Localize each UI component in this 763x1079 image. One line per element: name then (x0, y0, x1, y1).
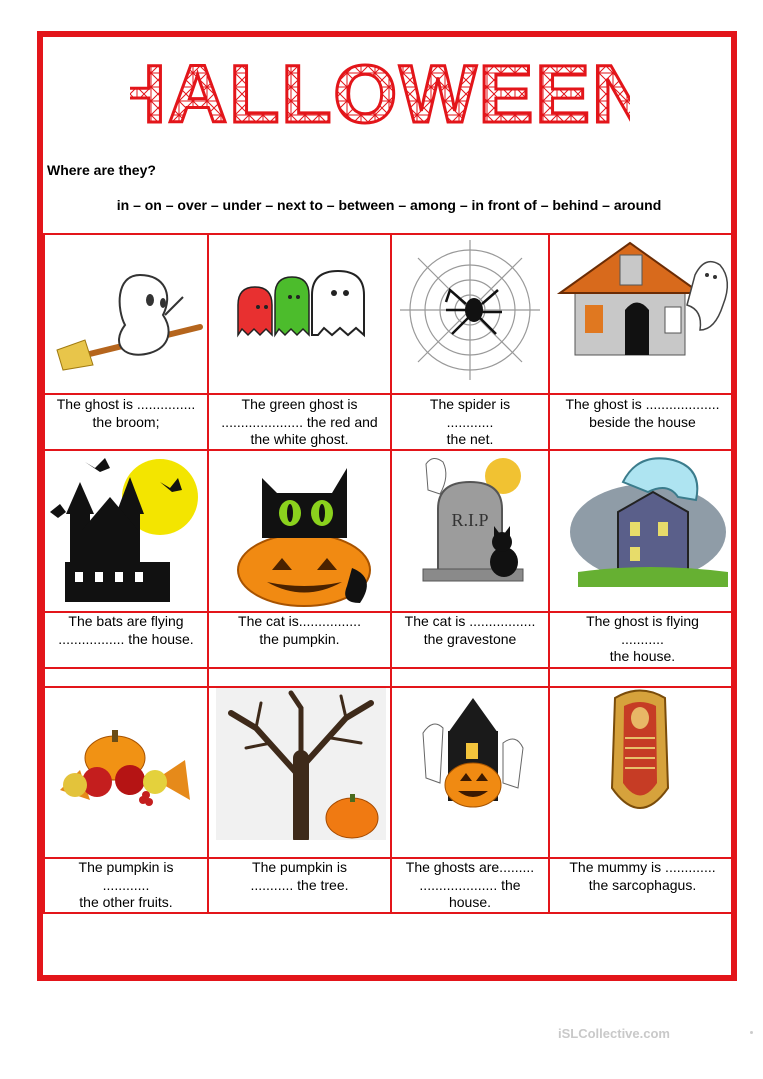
pumpkin-fruits-icon (55, 720, 195, 815)
caption-cell: The ghost is ................... beside the house (565, 396, 720, 430)
watermark-text: iSLCollective.com (558, 1026, 670, 1041)
mummy-sarcophagus-icon (600, 688, 680, 828)
cat-on-pumpkin-icon (232, 458, 382, 608)
caption-cell: The ghost is ............... the broom; (56, 396, 196, 430)
title-text: HALLOWEEN (130, 52, 630, 132)
castle-bats-icon (50, 452, 200, 604)
caption-cell: The ghosts are......... .................... the house. (405, 859, 535, 910)
three-ghosts-icon (230, 265, 380, 345)
ghost-over-house-icon (568, 452, 733, 592)
spider-web-icon (398, 238, 543, 383)
grid-line (43, 233, 45, 913)
caption-cell: The pumpkin is ........... the tree. (250, 859, 349, 893)
word-bank: in – on – over – under – next to – between – among – in front of – behind – around (116, 197, 662, 213)
grid-line (207, 233, 209, 913)
tree-pumpkin-icon (216, 688, 386, 840)
gravestone-cat-icon (418, 454, 528, 584)
ghost-on-broom-icon (55, 255, 205, 375)
grid-line (735, 233, 737, 913)
question-text: Where are they? (47, 162, 156, 178)
haunted-house-ghost-icon (555, 235, 735, 360)
gravestone-engraving: R.I.P (451, 510, 489, 530)
caption-cell: The green ghost is ..................... the red and the white ghost. (221, 396, 378, 447)
worksheet-title (130, 52, 630, 132)
grid-line (390, 233, 392, 913)
grid-line (548, 233, 550, 913)
caption-cell: The ghost is flying ........... the house. (586, 613, 699, 664)
caption-cell: The pumpkin is ............ the other fruits. (78, 859, 174, 910)
caption-cell: The cat is................ the pumpkin. (238, 613, 361, 647)
caption-cell: The bats are flying ................. the house. (58, 613, 194, 647)
caption-cell: The spider is ............ the net. (429, 396, 511, 447)
decorative-dot (750, 1031, 753, 1034)
caption-cell: The mummy is ............. the sarcophagus. (569, 859, 716, 893)
ghosts-house-pumpkin-icon (418, 693, 528, 813)
caption-cell: The cat is ................. the gravestone (404, 613, 536, 647)
